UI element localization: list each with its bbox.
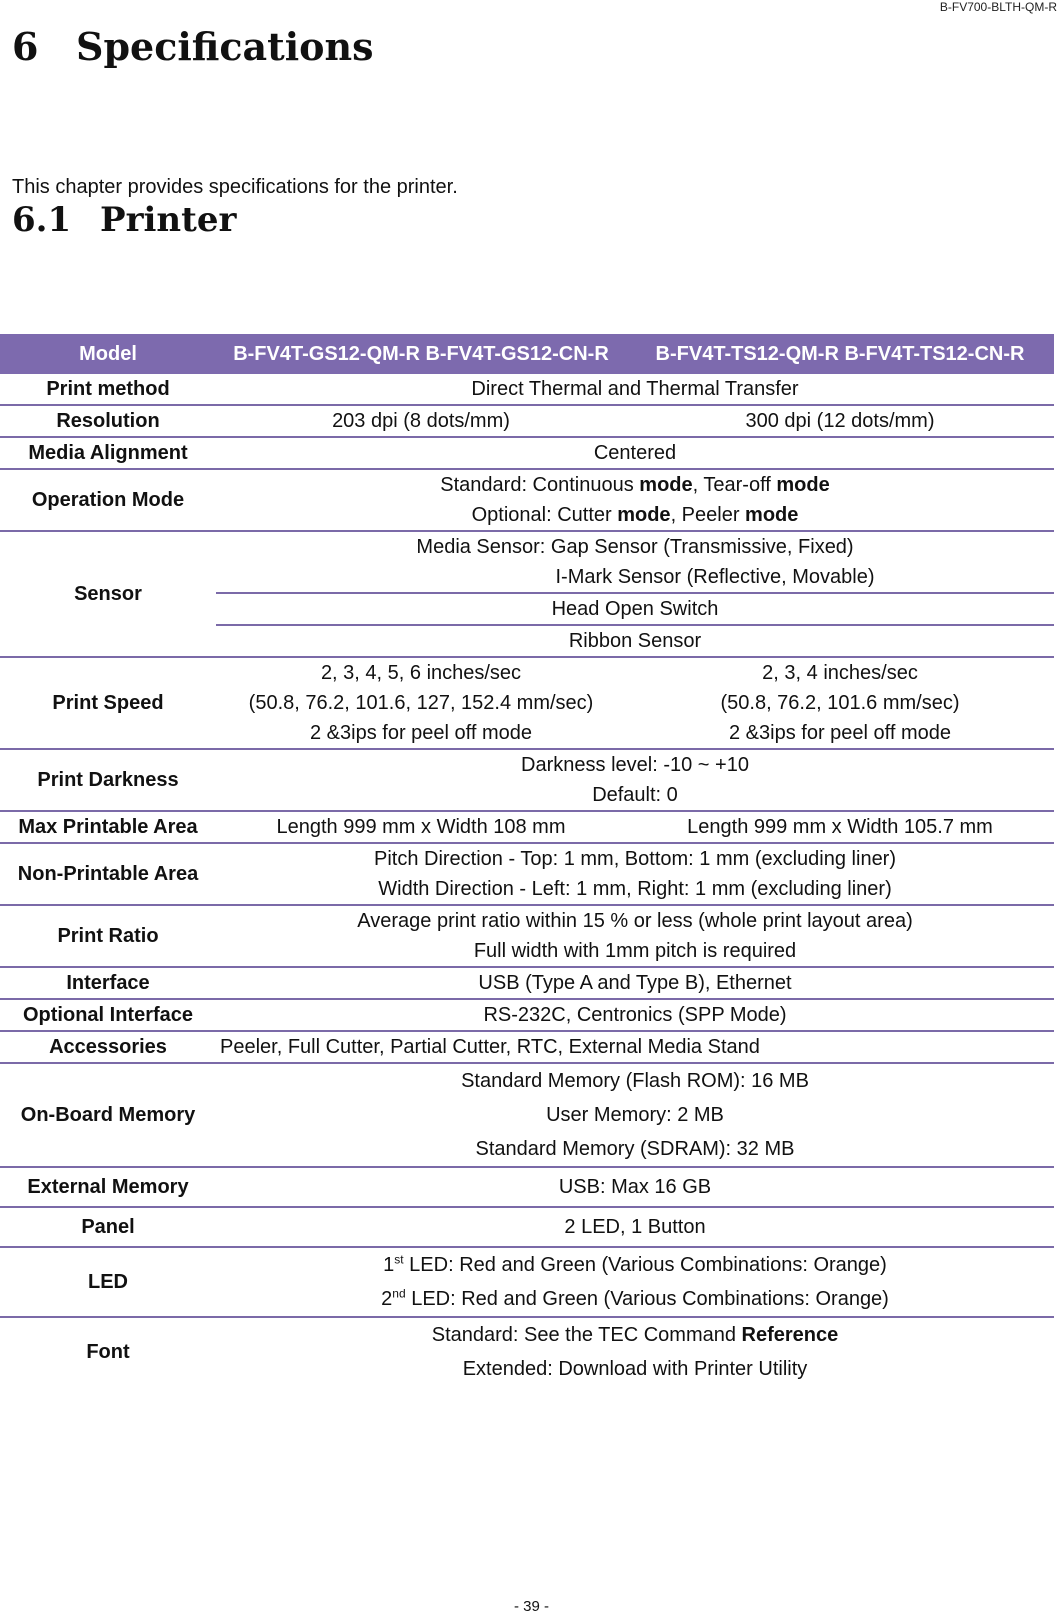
row-label: Interface: [0, 967, 216, 999]
table-row: [0, 1247, 1054, 1317]
row-label: On-Board Memory: [0, 1063, 216, 1167]
row-label: Resolution: [0, 405, 216, 437]
model-b: B-FV4T-TS12-QM-R B-FV4T-TS12-CN-R: [626, 334, 1054, 374]
table-row: [0, 843, 1054, 905]
table-row: [0, 405, 1054, 437]
table-row: [0, 437, 1054, 469]
table-row: [0, 1031, 1054, 1063]
table-row: [0, 1207, 1054, 1247]
font-extended: Extended: Download with Printer Utility: [462, 1358, 808, 1380]
operation-mode-value: [216, 469, 1054, 531]
table-row: [0, 657, 1054, 749]
table-row: [0, 967, 1054, 999]
section-title: [12, 200, 236, 240]
row-label: External Memory: [0, 1167, 216, 1207]
table-header-row: [0, 334, 1054, 374]
page-number: - 39 -: [513, 1598, 549, 1615]
resolution-b: 300 dpi (12 dots/mm): [626, 405, 1054, 437]
onboard-memory-value: Standard Memory (Flash ROM): 16 MB User Memory: 2 MB Standard Memory (SDRAM): 32 MB: [216, 1063, 1054, 1167]
non-printable-value: Pitch Direction - Top: 1 mm, Bottom: 1 mm (excluding liner) Width Direction - Left: 1 mm, Right: 1 mm (excluding liner): [216, 843, 1054, 905]
table-row: [0, 811, 1054, 843]
sensor-head-open: Head Open Switch: [216, 593, 1054, 625]
interface-value: USB (Type A and Type B), Ethernet: [216, 967, 1054, 999]
table-row: [0, 531, 1054, 593]
table-row: [0, 749, 1054, 811]
table-row: [0, 999, 1054, 1031]
optional-interface-value: RS-232C, Centronics (SPP Mode): [216, 999, 1054, 1031]
font-standard: Standard: See the TEC Command Reference: [431, 1324, 839, 1346]
table-row: [0, 1317, 1054, 1386]
section-number: 6.1: [12, 200, 72, 240]
sensor-media-line1: Media Sensor: Gap Sensor (Transmissive, Fixed): [416, 536, 854, 558]
spec-table: [0, 334, 1054, 1386]
row-label: Print Speed: [0, 657, 216, 749]
row-label: Print Darkness: [0, 749, 216, 811]
led-value: [216, 1247, 1054, 1317]
document-id: B-FV700-BLTH-QM-R: [939, 0, 1057, 14]
print-darkness-value: Darkness level: -10 ~ +10 Default: 0: [216, 749, 1054, 811]
led-line1: 1st LED: Red and Green (Various Combinations: Orange): [383, 1252, 887, 1276]
operation-mode-standard: Standard: Continuous mode, Tear-off mode: [440, 474, 830, 496]
chapter-number: 6: [12, 24, 39, 69]
led-line2: 2nd LED: Red and Green (Various Combinations: Orange): [381, 1286, 889, 1310]
row-label: Media Alignment: [0, 437, 216, 469]
row-label: Panel: [0, 1207, 216, 1247]
accessories-value: Peeler, Full Cutter, Partial Cutter, RTC, External Media Stand: [216, 1031, 1054, 1063]
chapter-intro: This chapter provides specifications for the printer.: [12, 176, 458, 198]
model-label: Model: [0, 334, 216, 374]
row-label: Non-Printable Area: [0, 843, 216, 905]
table-row: [0, 1167, 1054, 1207]
max-printable-b: Length 999 mm x Width 105.7 mm: [626, 811, 1054, 843]
sensor-media-line2: I-Mark Sensor (Reflective, Movable): [555, 566, 875, 588]
model-a: B-FV4T-GS12-QM-R B-FV4T-GS12-CN-R: [216, 334, 626, 374]
row-label: Sensor: [0, 531, 216, 657]
table-row: [0, 1063, 1054, 1167]
row-label: Font: [86, 1341, 130, 1363]
print-speed-b: 2, 3, 4 inches/sec (50.8, 76.2, 101.6 mm/sec) 2 &3ips for peel off mode: [626, 657, 1054, 749]
table-row: [0, 374, 1054, 405]
max-printable-a: Length 999 mm x Width 108 mm: [216, 811, 626, 843]
row-label: Max Printable Area: [0, 811, 216, 843]
row-label: Print method: [0, 374, 216, 405]
media-alignment-value: Centered: [216, 437, 1054, 469]
row-label: Operation Mode: [0, 469, 216, 531]
table-row: [0, 905, 1054, 967]
sensor-media-value: [216, 531, 1054, 593]
print-method-value: Direct Thermal and Thermal Transfer: [216, 374, 1054, 405]
section-title-text: Printer: [100, 200, 237, 240]
operation-mode-optional: Optional: Cutter mode, Peeler mode: [471, 504, 799, 526]
table-row: [0, 469, 1054, 531]
row-label: Optional Interface: [0, 999, 216, 1031]
panel-value: 2 LED, 1 Button: [216, 1207, 1054, 1247]
row-label: Accessories: [0, 1031, 216, 1063]
sensor-ribbon: Ribbon Sensor: [216, 625, 1054, 657]
chapter-title-text: Specifications: [76, 24, 374, 69]
row-label: Print Ratio: [0, 905, 216, 967]
print-speed-a: 2, 3, 4, 5, 6 inches/sec (50.8, 76.2, 101.6, 127, 152.4 mm/sec) 2 &3ips for peel off mode: [216, 657, 626, 749]
chapter-title: [12, 24, 374, 69]
print-ratio-value: Average print ratio within 15 % or less (whole print layout area) Full width with 1mm pitch is required: [216, 905, 1054, 967]
font-value: [216, 1317, 1054, 1386]
external-memory-value: USB: Max 16 GB: [216, 1167, 1054, 1207]
row-label: LED: [0, 1247, 216, 1317]
resolution-a: 203 dpi (8 dots/mm): [216, 405, 626, 437]
